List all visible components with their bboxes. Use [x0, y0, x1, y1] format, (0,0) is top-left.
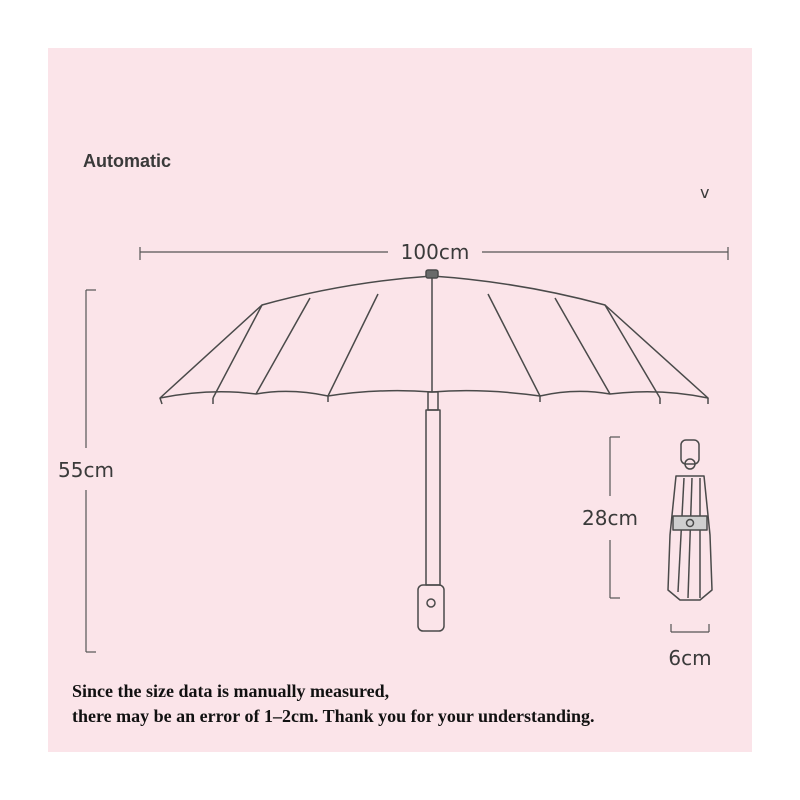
measurement-note-line2: there may be an error of 1–2cm. Thank you for your understanding. [72, 706, 595, 726]
measurement-note-line1: Since the size data is manually measured, [72, 681, 390, 701]
folded-width-dimension [671, 624, 709, 632]
folded-umbrella-icon [668, 440, 712, 600]
chevron-down-icon: v [700, 183, 710, 202]
mode-label: Automatic [83, 151, 172, 171]
open-umbrella-icon [160, 270, 708, 631]
folded-width-label: 6cm [668, 646, 712, 670]
height-label: 55cm [58, 458, 114, 482]
width-label: 100cm [400, 240, 470, 264]
folded-length-label: 28cm [582, 506, 638, 530]
